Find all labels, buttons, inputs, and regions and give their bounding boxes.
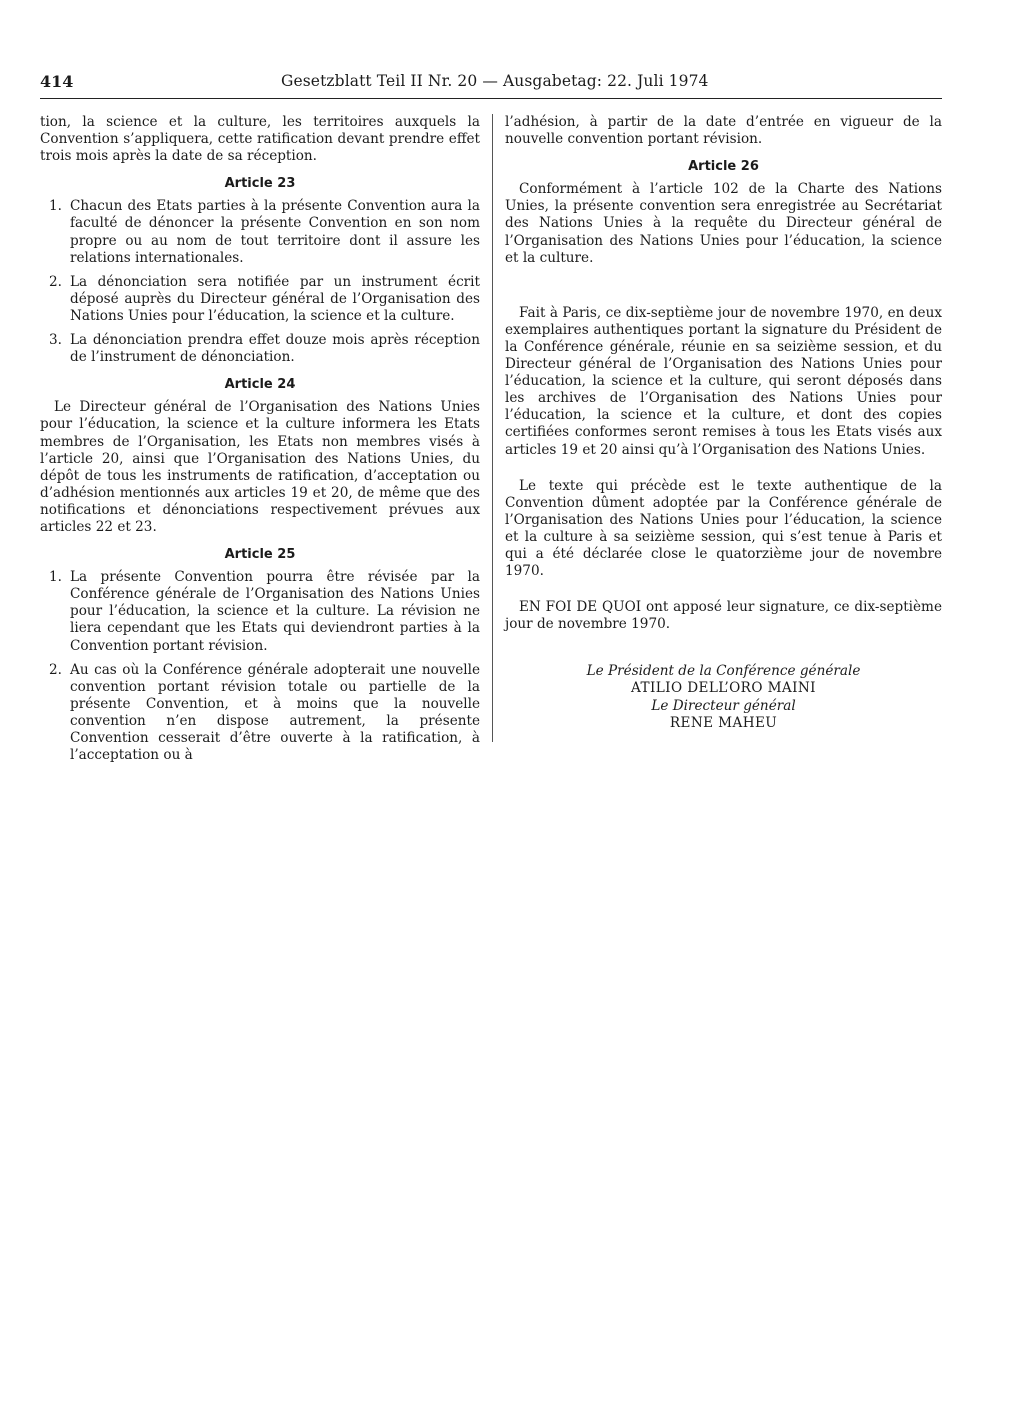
continuation-paragraph: tion, la science et la culture, les territoires auxquels la Convention s’appliquera, cette ratification devant prendre effet trois mois après la date de sa réception. xyxy=(40,114,480,165)
signatory-name: RENE MAHEU xyxy=(669,714,778,731)
item-text: La dénonciation prendra effet douze mois après réception de l’instrument de dénonciation. xyxy=(70,332,480,366)
done-at-paragraph: Fait à Paris, ce dix-septième jour de novembre 1970, en deux exemplaires authentiques portant la signature du Président de la Conférence générale, réunie en sa seizième session, et du Directeur général de l’Organisation des Nations Unies pour l’éducation, la science et la culture, qui seront déposés dans les archives de l’Organisation des Nations Unies pour l’éducation, la science et la culture, et dont des copies certifiées conformes seront remises à tous les Etats visés aux articles 19 et 20 ainsi qu’à l’Organisation des Nations Unies. xyxy=(505,304,942,458)
article-24-heading: Article 24 xyxy=(224,377,296,393)
article-23-item xyxy=(40,198,480,266)
article-25-item xyxy=(40,569,480,654)
authentic-text-paragraph: Le texte qui précède est le texte authentique de la Convention dûment adoptée par la Conférence générale de l’Organisation des Nations Unies pour l’éducation, la science et la culture à sa seizième session, qui s’est tenue à Paris et qui a été déclarée close le quatorzième jour de novembre 1970. xyxy=(505,477,942,580)
article-25-item xyxy=(40,662,480,765)
article-23-heading: Article 23 xyxy=(224,176,296,192)
column-divider xyxy=(492,114,493,742)
item-number: 2. xyxy=(49,273,62,290)
page-header xyxy=(40,70,942,99)
article-26-text: Conformément à l’article 102 de la Charte des Nations Unies, la présente convention sera enregistrée au Secrétariat des Nations Unies à la requête du Directeur général de l’Organisation des Nations Unies pour l’éducation, la science et la culture. xyxy=(505,181,942,266)
item-text: Au cas où la Conférence générale adopterait une nouvelle convention portant révision totale ou partielle de la présente Convention, et à moins que la nouvelle convention n’en dispose autrement, la présente Convention cesserait d’être ouverte à la ratification, à l’acceptation ou à xyxy=(70,661,480,764)
page-number: 414 xyxy=(40,72,74,91)
signatory-role: Le Directeur général xyxy=(651,697,796,714)
signatory-role: Le Président de la Conférence générale xyxy=(586,663,861,680)
item-text: La dénonciation sera notifiée par un instrument écrit déposé auprès du Directeur général de l’Organisation des Nations Unies pour l’éducation, la science et la culture. xyxy=(70,273,480,324)
signatory-name: ATILIO DELL’ORO MAINI xyxy=(631,680,816,697)
item-text: La présente Convention pourra être révisée par la Conférence générale de l’Organisation des Nations Unies pour l’éducation, la science et la culture. La révision ne liera cependant que les Etats qui deviendront parties à la Convention portant révision. xyxy=(70,569,480,654)
item-text: Chacun des Etats parties à la présente Convention aura la faculté de dénoncer la présente Convention en son nom propre ou au nom de tout territoire dont il assure les relations internationales. xyxy=(70,198,480,266)
right-column xyxy=(505,114,942,732)
signature-block xyxy=(505,663,942,731)
item-number: 1. xyxy=(49,198,62,215)
article-25-heading: Article 25 xyxy=(224,547,296,563)
item-number: 3. xyxy=(49,332,62,349)
article-23-item xyxy=(40,332,480,366)
article-24-text: Le Directeur général de l’Organisation des Nations Unies pour l’éducation, la science et la culture informera les Etats membres de l’Organisation, les Etats non membres visés à l’article 20, ainsi que l’Organisation des Nations Unies, du dépôt de tous les instruments de ratification, d’acceptation ou d’adhésion mentionnés aux articles 19 et 20, de même que des notifications et dénonciations respectivement prévues aux articles 22 et 23. xyxy=(40,399,480,535)
article-23-item xyxy=(40,274,480,325)
item-number: 2. xyxy=(49,661,62,678)
left-column xyxy=(40,114,480,771)
article-26-heading: Article 26 xyxy=(688,159,759,175)
continuation-paragraph: l’adhésion, à partir de la date d’entrée en vigueur de la nouvelle convention portant révision. xyxy=(505,114,942,148)
in-witness-paragraph: EN FOI DE QUOI ont apposé leur signature, ce dix-septième jour de novembre 1970. xyxy=(505,599,942,633)
running-head: Gesetzblatt Teil II Nr. 20 — Ausgabetag: 22. Juli 1974 xyxy=(281,72,709,90)
item-number: 1. xyxy=(49,569,62,586)
